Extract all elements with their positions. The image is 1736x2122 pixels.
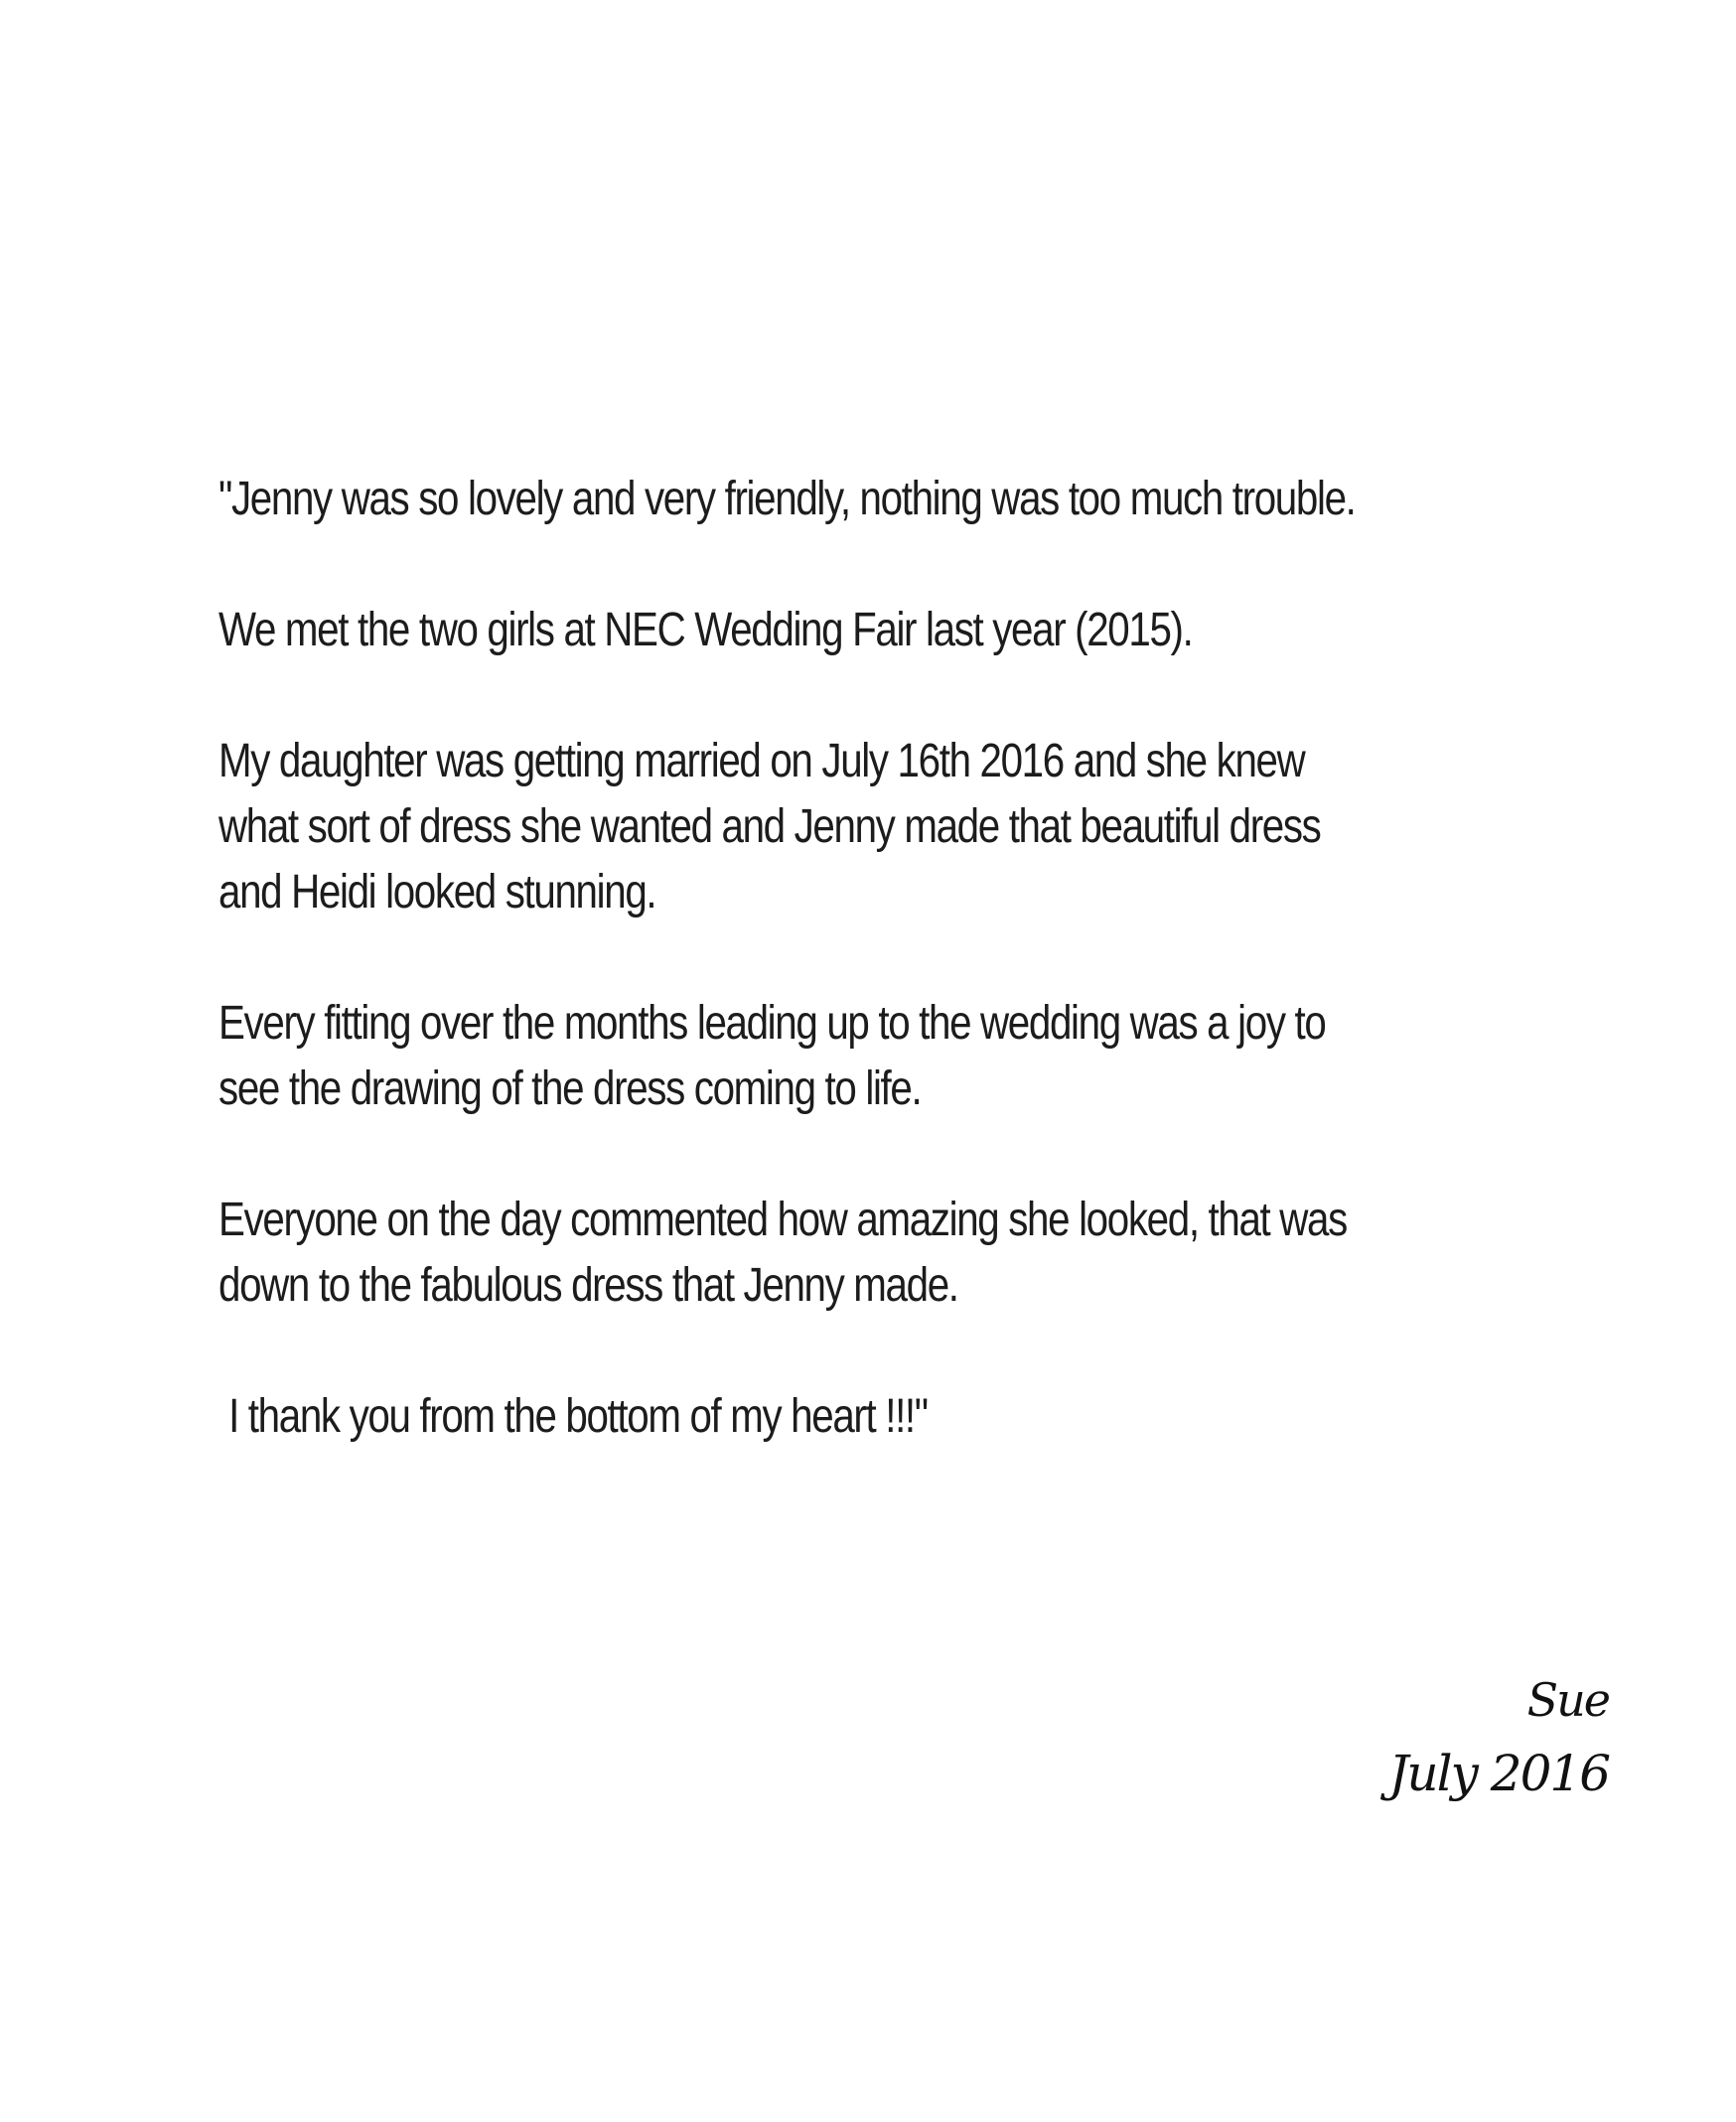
paragraph-line: I thank you from the bottom of my heart !!!" — [228, 1390, 928, 1443]
paragraph-line: down to the fabulous dress that Jenny made. — [218, 1259, 958, 1312]
signature-name: Sue — [1526, 1673, 1609, 1727]
paragraph-line: Everyone on the day commented how amazing she looked, that was — [218, 1194, 1347, 1246]
paragraph-line: "Jenny was so lovely and very friendly, nothing was too much trouble. — [218, 473, 1356, 525]
paragraph-line: see the drawing of the dress coming to life. — [218, 1062, 922, 1115]
paragraph-line: Every fitting over the months leading up to the wedding was a joy to — [218, 997, 1326, 1050]
paragraph-line: We met the two girls at NEC Wedding Fair last year (2015). — [218, 604, 1193, 656]
testimonial-body — [218, 467, 1403, 1515]
testimonial-paragraph — [218, 991, 1403, 1122]
paragraph-line: and Heidi looked stunning. — [218, 866, 656, 919]
testimonial-paragraph — [218, 467, 1403, 532]
testimonial-paragraph — [218, 1188, 1403, 1319]
testimonial-paragraph — [218, 1384, 1403, 1450]
testimonial-paragraph — [218, 729, 1403, 925]
paragraph-line: My daughter was getting married on July 16th 2016 and she knew — [218, 735, 1305, 787]
paragraph-line: what sort of dress she wanted and Jenny made that beautiful dress — [218, 800, 1321, 853]
testimonial-paragraph — [218, 598, 1403, 663]
signature-date: July 2016 — [1388, 1745, 1609, 1802]
signature-block — [1388, 1663, 1609, 1810]
